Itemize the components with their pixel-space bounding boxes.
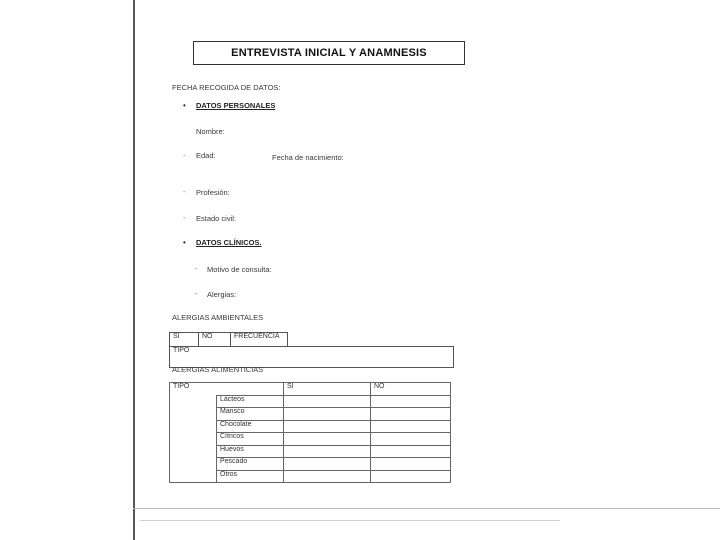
food-item: Cítricos — [217, 433, 284, 446]
fecha-nacimiento-label: Fecha de nacimiento: — [272, 153, 344, 162]
food-item: Pescado — [217, 458, 284, 471]
food-item: Otros — [217, 470, 284, 483]
table-row — [170, 433, 451, 446]
datos-clinicos-header: DATOS CLÍNICOS. — [196, 238, 262, 247]
bullet-icon: • — [183, 101, 186, 110]
no-header: NO — [371, 383, 451, 396]
motivo-label: Motivo de consulta: — [207, 265, 272, 274]
table-row — [170, 470, 451, 483]
table-row — [170, 420, 451, 433]
fecha-label: FECHA RECOGIDA DE DATOS: — [172, 83, 281, 92]
table-row — [170, 458, 451, 471]
table-row — [170, 395, 451, 408]
tipo-header: TIPO — [170, 383, 284, 396]
alergias-alimenticias-label: ALERGIAS ALIMENTICIAS — [172, 365, 264, 374]
table-row — [170, 333, 454, 347]
table-row — [170, 383, 451, 396]
profesion-label: Profesión: — [196, 188, 230, 197]
dash-icon: - — [183, 213, 186, 222]
frecuencia-header: FRECUENCIA — [231, 333, 288, 347]
table-row — [170, 408, 451, 421]
food-item: Chocolate — [217, 420, 284, 433]
dash-icon: - — [195, 289, 198, 298]
estado-civil-label: Estado civil: — [196, 214, 237, 223]
alergias-ambientales-label: ALERGIAS AMBIENTALES — [172, 313, 264, 322]
food-item: Lácteos — [217, 395, 284, 408]
tipo-cell: TIPO — [170, 347, 454, 368]
dash-icon: - — [183, 187, 186, 196]
dash-icon: - — [195, 264, 198, 273]
si-header: SI — [284, 383, 371, 396]
no-header: NO — [199, 333, 231, 347]
dash-icon: - — [183, 151, 186, 160]
table-cell — [288, 333, 454, 347]
food-item: Marisco — [217, 408, 284, 421]
food-item: Huevos — [217, 445, 284, 458]
alergias-alimenticias-table — [169, 382, 451, 483]
nombre-label: Nombre: — [196, 127, 225, 136]
table-row — [170, 445, 451, 458]
alergias-ambientales-table — [169, 332, 454, 368]
alergias-label: Alergias: — [207, 290, 237, 299]
si-header: SI — [170, 333, 199, 347]
form-title: ENTREVISTA INICIAL Y ANAMNESIS — [193, 41, 465, 65]
bullet-icon: • — [183, 238, 186, 247]
edad-label: Edad: — [196, 151, 216, 160]
datos-personales-header: DATOS PERSONALES — [196, 101, 276, 110]
